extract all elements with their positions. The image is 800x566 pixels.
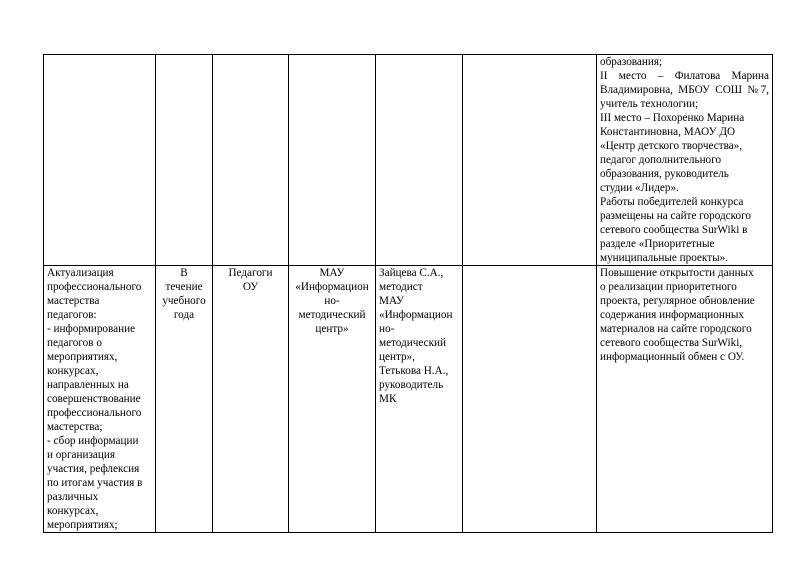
document-table: [43, 54, 773, 533]
organization-cell: [289, 55, 376, 266]
text-line: педагогов:: [47, 309, 97, 321]
text-line: сетевого сообщества SurWiki,: [600, 337, 743, 349]
text-line: мероприятиях;: [47, 519, 118, 531]
text-line: Тетькова Н.А.,: [379, 365, 449, 377]
text-line: разделе «Приоритетные: [600, 238, 715, 250]
result-cell: [597, 266, 773, 533]
text-line: МК: [379, 393, 397, 405]
responsible-cell: [376, 55, 463, 266]
text-line: мастерства;: [47, 421, 103, 433]
text-line: центр»,: [379, 351, 415, 363]
activity-cell: [44, 266, 156, 533]
organization-cell: [289, 266, 376, 533]
text-line: учебного: [162, 295, 206, 307]
result-cell: [597, 55, 773, 266]
text-line: студии «Лидер».: [600, 182, 679, 194]
text-line: образования, руководитель: [600, 168, 729, 180]
text-line: течение: [165, 281, 203, 293]
text-line: ОУ: [242, 281, 259, 293]
text-line: Повышение открытости данных: [600, 267, 754, 279]
text-line: муниципальные проекты».: [600, 252, 728, 264]
text-line: III место – Похоренко Марина: [600, 112, 745, 124]
text-line: Зайцева С.А.,: [379, 267, 444, 279]
text-line: материалов на сайте городского: [600, 323, 752, 335]
text-line: сетевого сообщества SurWiki в: [600, 224, 748, 236]
text-line: - информирование: [47, 323, 136, 335]
text-line: педагогов о: [47, 337, 102, 349]
participants-cell: [213, 55, 289, 266]
empty-cell: [463, 55, 597, 266]
text-line: - сбор информации: [47, 435, 139, 447]
text-line: конкурсах,: [47, 365, 99, 377]
text-line: центр»: [315, 323, 349, 335]
text-line: Работы победителей конкурса: [600, 196, 744, 208]
text-line: образования;: [600, 56, 663, 68]
table-row: [44, 266, 773, 533]
timing-cell: [156, 55, 213, 266]
text-line: и организация: [47, 449, 116, 461]
text-line: II место – Филатова Марина: [600, 70, 769, 82]
text-line: проекта, регулярное обновление: [600, 295, 755, 307]
text-line: «Центр детского творчества»,: [600, 140, 743, 152]
responsible-cell: [376, 266, 463, 533]
text-line: педагог дополнительного: [600, 154, 722, 166]
text-line: информационный обмен с ОУ.: [600, 351, 745, 363]
timing-cell: [156, 266, 213, 533]
text-line: размещены на сайте городского: [600, 210, 751, 222]
text-line: но-: [379, 323, 395, 335]
text-line: профессионального: [47, 407, 142, 419]
text-line: Константиновна, МАОУ ДО: [600, 126, 736, 138]
text-line: о реализации приоритетного: [600, 281, 737, 293]
text-line: методист: [379, 281, 423, 293]
text-line: мастерства: [47, 295, 100, 307]
text-line: участия, рефлексия: [47, 463, 140, 475]
text-line: В: [180, 267, 188, 279]
text-line: Актуализация: [47, 267, 114, 279]
text-line: МАУ: [319, 267, 345, 279]
text-line: руководитель: [379, 379, 444, 391]
text-line: Педагоги: [228, 267, 273, 279]
text-line: «Информацион: [379, 309, 453, 321]
text-line: Владимировна, МБОУ СОШ №7,: [600, 84, 769, 96]
text-line: года: [173, 309, 195, 321]
table-row: [44, 55, 773, 266]
text-line: методический: [298, 309, 366, 321]
text-line: различных: [47, 491, 99, 503]
text-line: но-: [324, 295, 340, 307]
text-line: МАУ: [379, 295, 404, 307]
text-line: «Информацион: [295, 281, 369, 293]
text-line: методический: [379, 337, 446, 349]
text-line: учитель технологии;: [600, 98, 699, 110]
activity-cell: [44, 55, 156, 266]
participants-cell: [213, 266, 289, 533]
text-line: совершенствование: [47, 393, 141, 405]
text-line: профессионального: [47, 281, 142, 293]
text-line: мероприятиях,: [47, 351, 118, 363]
empty-cell: [463, 266, 597, 533]
text-line: направленных на: [47, 379, 129, 391]
text-line: конкурсах,: [47, 505, 99, 517]
text-line: содержания информационных: [600, 309, 744, 321]
text-line: по итогам участия в: [47, 477, 143, 489]
